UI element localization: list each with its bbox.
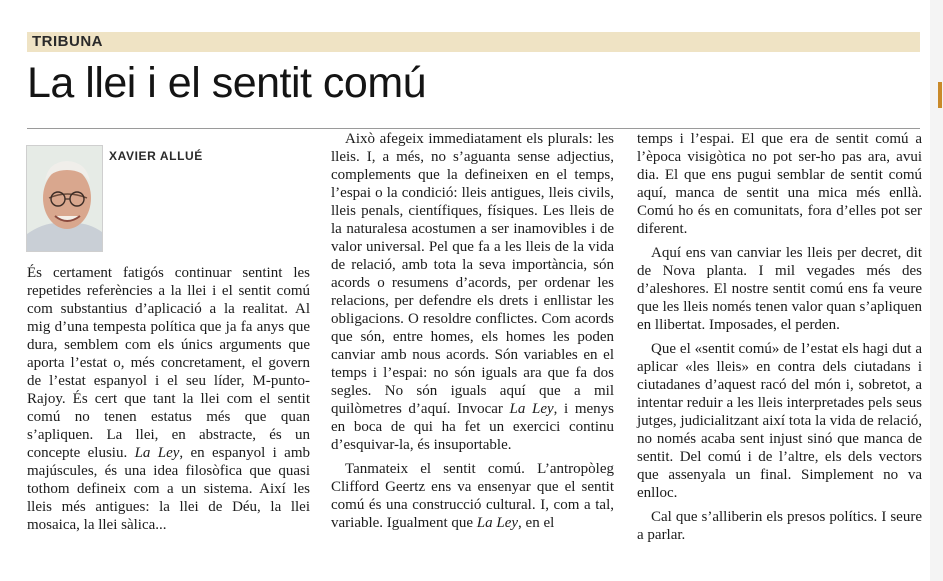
headline-rule	[27, 128, 920, 129]
author-byline: XAVIER ALLUÉ	[109, 149, 203, 163]
adjacent-page-mark	[938, 82, 942, 108]
paragraph: Que el «sentit comú» de l’estat els hagi dut a aplicar «les lleis» en contra dels ciutadans i ciutadanes d’aquest racó del món i, sobretot, a intentar reduir a les lleis interpretades pels seus jutges, judicialitzant així tota la vida de relació, no només acaba sent injust sinó que manca de sentit. Del comú i de l’altre, els dels vectors que assenyala un final. Simplement no va enlloc.	[637, 341, 922, 501]
author-portrait-icon	[27, 146, 102, 251]
paragraph: Aquí ens van canviar les lleis per decret, dit de Nova planta. I mil vegades més des d’aleshores. El nostre sentit comú ens fa veure que les lleis només tenen valor quan s’apliquen en llibertat. Imposades, el perden.	[637, 245, 922, 333]
author-photo	[26, 145, 103, 252]
article-column-3	[637, 130, 922, 544]
paragraph: Tanmateix el sentit comú. L’antropòleg Clifford Geertz ens va ensenyar que el sentit comú és una construcció cultural. I, com a tal, variable. Igualment que La Ley, en el	[331, 461, 614, 531]
section-label: TRIBUNA	[32, 33, 103, 50]
paragraph: temps i l’espai. El que era de sentit comú a l’època visigòtica no pot ser-ho pas ara, avui dia. El que ens pugui semblar de sentit comú aquí, manca de sentit una mica més enllà. Comú ho és en comunitats, fora d’elles pot ser diferent.	[637, 131, 922, 237]
article-column-1	[27, 264, 310, 534]
paragraph: És certament fatigós continuar sentint les repetides referències a la llei i el sentit comú com substantius d’aplicació a la realitat. Al mig d’una tempesta política que ja fa anys que dura, semblem com els únics arguments que aporta l’estat o, més concretament, el govern de l’estat espanyol i el seu líder, M-punto-Rajoy. És cert que tant la llei com el sentit comú no tenen estatus més que quan s’apliquen. La llei, en abstracte, és un concepte elusiu. La Ley, en espanyol i amb majúscules, és una idea filosòfica que quasi tothom defineix com a un sistema. Així les lleis més antigues: la llei de Déu, la llei mosaica, la llei sàlica...	[27, 265, 310, 533]
paragraph: Això afegeix immediatament els plurals: les lleis. I, a més, no s’aguanta sense adjectius, complements que la defineixen en el temps, l’espai o la condició: lleis antigues, lleis civils, lleis penals, científiques, físiques. Les lleis de la naturalesa acostumen a ser inamovibles i de valor universal. Pel que fa a les lleis de la vida de relació, amb tota la seva importància, són acords o resumens d’acords, per ordenar les relacions, per defendre els drets i enllistar les obligacions. O resoldre conflictes. Com acords que són, entre homes, els homes les poden canviar amb nous acords. Són variables en el temps i l’espai: no són iguals ara que fa dos segles. No són iguals aquí que a mil quilòmetres d’aquí. Invocar La Ley, i menys en boca de qui ha fet un exercici continu d’esquivar-la, és insuportable.	[331, 131, 614, 453]
section-bar	[27, 32, 920, 52]
article-column-2	[331, 130, 614, 532]
paragraph: Cal que s’alliberin els presos polítics. I seure a parlar.	[637, 509, 922, 543]
headline: La llei i el sentit comú	[27, 59, 427, 107]
